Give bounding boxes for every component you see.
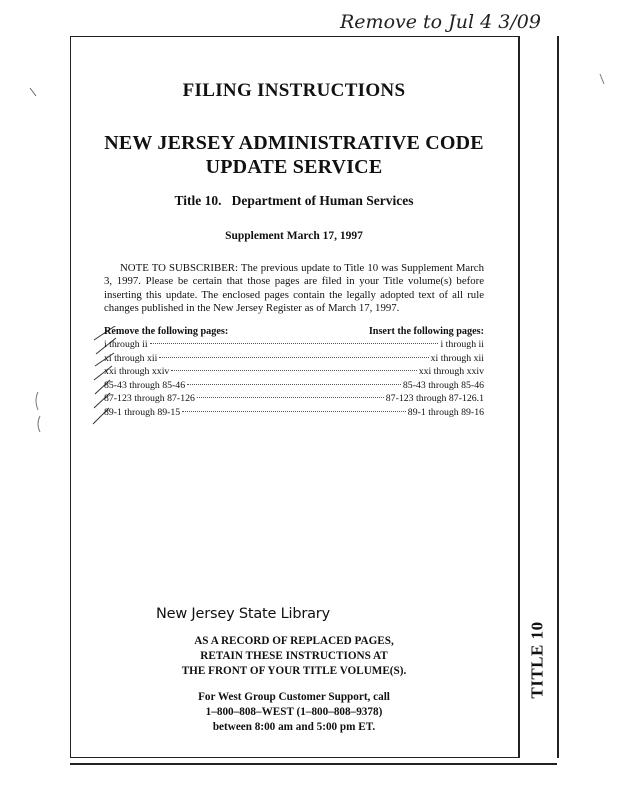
code-title-line2: UPDATE SERVICE: [205, 156, 383, 178]
dot-leader: [150, 343, 439, 344]
insert-range: i through ii: [440, 339, 484, 350]
remove-range: 87-123 through 87-126: [104, 393, 195, 405]
record-notice: [70, 634, 518, 679]
handwritten-annotation: [338, 4, 618, 38]
dot-leader: [159, 357, 428, 358]
record-notice-line: THE FRONT OF YOUR TITLE VOLUME(S).: [181, 665, 407, 677]
title-subtitle: [70, 193, 518, 209]
pages-table: [104, 339, 484, 421]
handwritten-text: Remove to Jul 4 3/09: [340, 11, 541, 33]
insert-range: xxi through xxiv: [418, 366, 484, 378]
page-bottom-rule: [70, 763, 557, 765]
library-stamp: New Jersey State Library: [156, 606, 330, 622]
table-row: [104, 366, 484, 380]
supplement-date: Supplement March 17, 1997: [225, 230, 363, 242]
support-line: 1–800–808–WEST (1–800–808–9378): [205, 706, 383, 718]
record-notice-line: RETAIN THESE INSTRUCTIONS AT: [200, 650, 388, 662]
page-heading: FILING INSTRUCTIONS: [182, 80, 406, 101]
support-line: between 8:00 am and 5:00 pm ET.: [212, 721, 376, 733]
dot-leader: [171, 370, 416, 371]
dot-leader: [182, 411, 406, 412]
remove-range: 85-43 through 85-46: [104, 379, 186, 391]
record-notice-line: AS A RECORD OF REPLACED PAGES,: [194, 635, 394, 647]
insert-header: Insert the following pages:: [368, 326, 484, 337]
title-tab-label: TITLE 10: [528, 621, 548, 699]
table-row: [104, 393, 484, 407]
code-title: [70, 131, 518, 179]
insert-range: 85-43 through 85-46: [402, 379, 484, 391]
title-tab: [520, 615, 556, 705]
remove-range: xxi through xxiv: [104, 366, 170, 378]
remove-range: i through ii: [104, 339, 148, 350]
remove-range: 89-1 through 89-15: [104, 406, 181, 418]
insert-range: 87-123 through 87-126.1: [385, 393, 484, 405]
code-title-line1: NEW JERSEY ADMINISTRATIVE CODE: [104, 132, 484, 154]
table-row: [104, 407, 484, 421]
title-subtitle-text: Title 10. Department of Human Services: [174, 193, 414, 208]
table-row: [104, 353, 484, 367]
insert-range: 89-1 through 89-16: [407, 406, 484, 418]
tab-border-right: [557, 36, 559, 758]
remove-header: Remove the following pages:: [104, 326, 229, 337]
dot-leader: [187, 384, 401, 385]
remove-range: xi through xii: [104, 352, 158, 364]
table-row: [104, 339, 484, 353]
note-to-subscriber: NOTE TO SUBSCRIBER: The previous update to Title 10 was Supplement March 3, 1997. Please be certain that those pages are filed in your Title volume(s) before inserting this update. The enclosed pages contain the legally adopted text of all rule changes published in the New Jersey Register as of March 17, 1997.: [104, 262, 484, 315]
dot-leader: [197, 397, 384, 398]
insert-range: xi through xii: [430, 352, 484, 364]
support-line: For West Group Customer Support, call: [198, 691, 390, 703]
table-row: [104, 380, 484, 394]
customer-support-notice: [70, 690, 518, 735]
